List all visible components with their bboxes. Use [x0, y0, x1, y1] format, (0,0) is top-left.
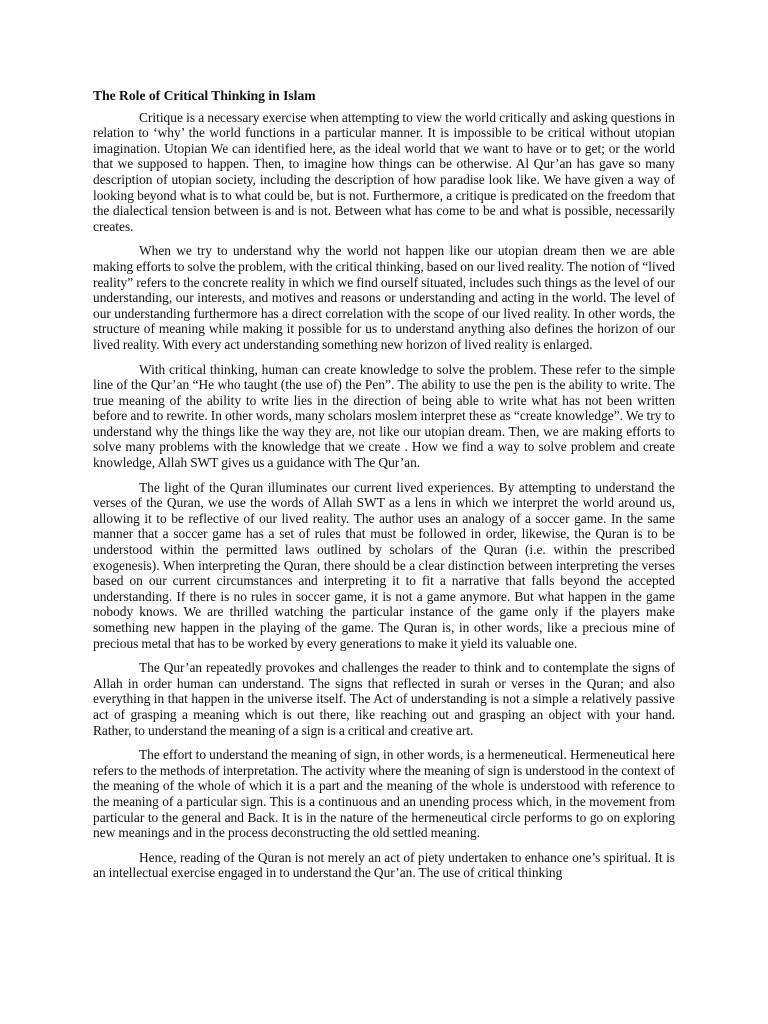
paragraph-signs-of-allah: The Qur’an repeatedly provokes and challenges the reader to think and to contemplate the signs of Allah in order human can understand. The signs that reflected in surah or verses in the Quran; and also everything in that happen in the universe itself. The Act of understanding is not a simple a relatively passive act of grasping a meaning which is out there, like reaching out and grasping an object with your hand. Rather, to understand the meaning of a sign is a critical and creative art.: [93, 660, 675, 738]
paragraph-create-knowledge: With critical thinking, human can create knowledge to solve the problem. These refer to the simple line of the Qur’an “He who taught (the use of) the Pen”. The ability to use the pen is the ability to write. The true meaning of the ability to write lies in the direction of being able to write what has not been written before and to rewrite. In other words, many scholars moslem interpret these as “create knowledge”. We try to understand why the things like the way they are, not like our utopian dream. Then, we are making efforts to solve many problems with the knowledge that we create . How we find a way to solve problem and create knowledge, Allah SWT gives us a guidance with The Qur’an.: [93, 361, 675, 471]
paragraph-reading-quran: Hence, reading of the Quran is not merely an act of piety undertaken to enhance one’s spiritual. It is an intellectual exercise engaged in to understand the Qur’an. The use of critical thinking: [93, 849, 675, 881]
paragraph-lived-reality: When we try to understand why the world not happen like our utopian dream then we are able making efforts to solve the problem, with the critical thinking, based on our lived reality. The notion of “lived reality” refers to the concrete reality in which we find ourself situated, includes such things as the level of our understanding, our interests, and motives and reasons or understanding and acting in the world. The level of our understanding furthermore has a direct correlation with the scope of our lived reality. In other words, the structure of meaning while making it possible for us to understand anything also defines the horizon of our lived reality. With every act understanding something new horizon of lived reality is enlarged.: [93, 243, 675, 352]
paragraph-hermeneutical: The effort to understand the meaning of sign, in other words, is a hermeneutical. Hermeneutical here refers to the methods of interpretation. The activity where the meaning of sign is understood in the context of the meaning of the whole of which it is a part and the meaning of the whole is understood with reference to the meaning of a particular sign. This is a continuous and an unending process which, in the movement from particular to the general and Back. It is in the nature of the hermeneutical circle performs to go on exploring new meanings and in the process deconstructing the old settled meaning.: [93, 747, 675, 841]
document-title: The Role of Critical Thinking in Islam: [93, 88, 316, 103]
paragraph-light-of-quran: The light of the Quran illuminates our current lived experiences. By attempting to understand the verses of the Quran, we use the words of Allah SWT as a lens in which we interpret the world around us, allowing it to be reflective of our lived reality. The author uses an analogy of a soccer game. In the same manner that a soccer game has a set of rules that must be followed in order, likewise, the Quran is to be understood within the permitted laws outlined by scholars of the Quran (i.e. within the prescribed exogenesis). When interpreting the Quran, there should be a clear distinction between interpreting the verses based on our current circumstances and interpreting it to fit a narrative that falls beyond the accepted understanding. If there is no rules in soccer game, it is not a game anymore. But what happen in the game nobody knows. We are thrilled watching the particular instance of the game only if the players make something new happen in the playing of the game. The Quran is, in other words, like a precious mine of precious metal that has to be worked by every generations to make it yield its valuable one.: [93, 479, 675, 651]
document-page: [93, 88, 675, 890]
paragraph-critique: Critique is a necessary exercise when attempting to view the world critically and asking questions in relation to ‘why’ the world functions in a particular manner. It is impossible to be critical without utopian imagination. Utopian We can identified here, as the ideal world that we want to have or to get; or the world that we supposed to happen. Then, to imagine how things can be otherwise. Al Qur’an has gave so many description of utopian society, including the description of how paradise look like. We have given a way of looking beyond what is to what could be, but is not. Furthermore, a critique is predicated on the freedom that the dialectical tension between is and is not. Between what has come to be and what is possible, necessarily creates.: [93, 109, 675, 234]
